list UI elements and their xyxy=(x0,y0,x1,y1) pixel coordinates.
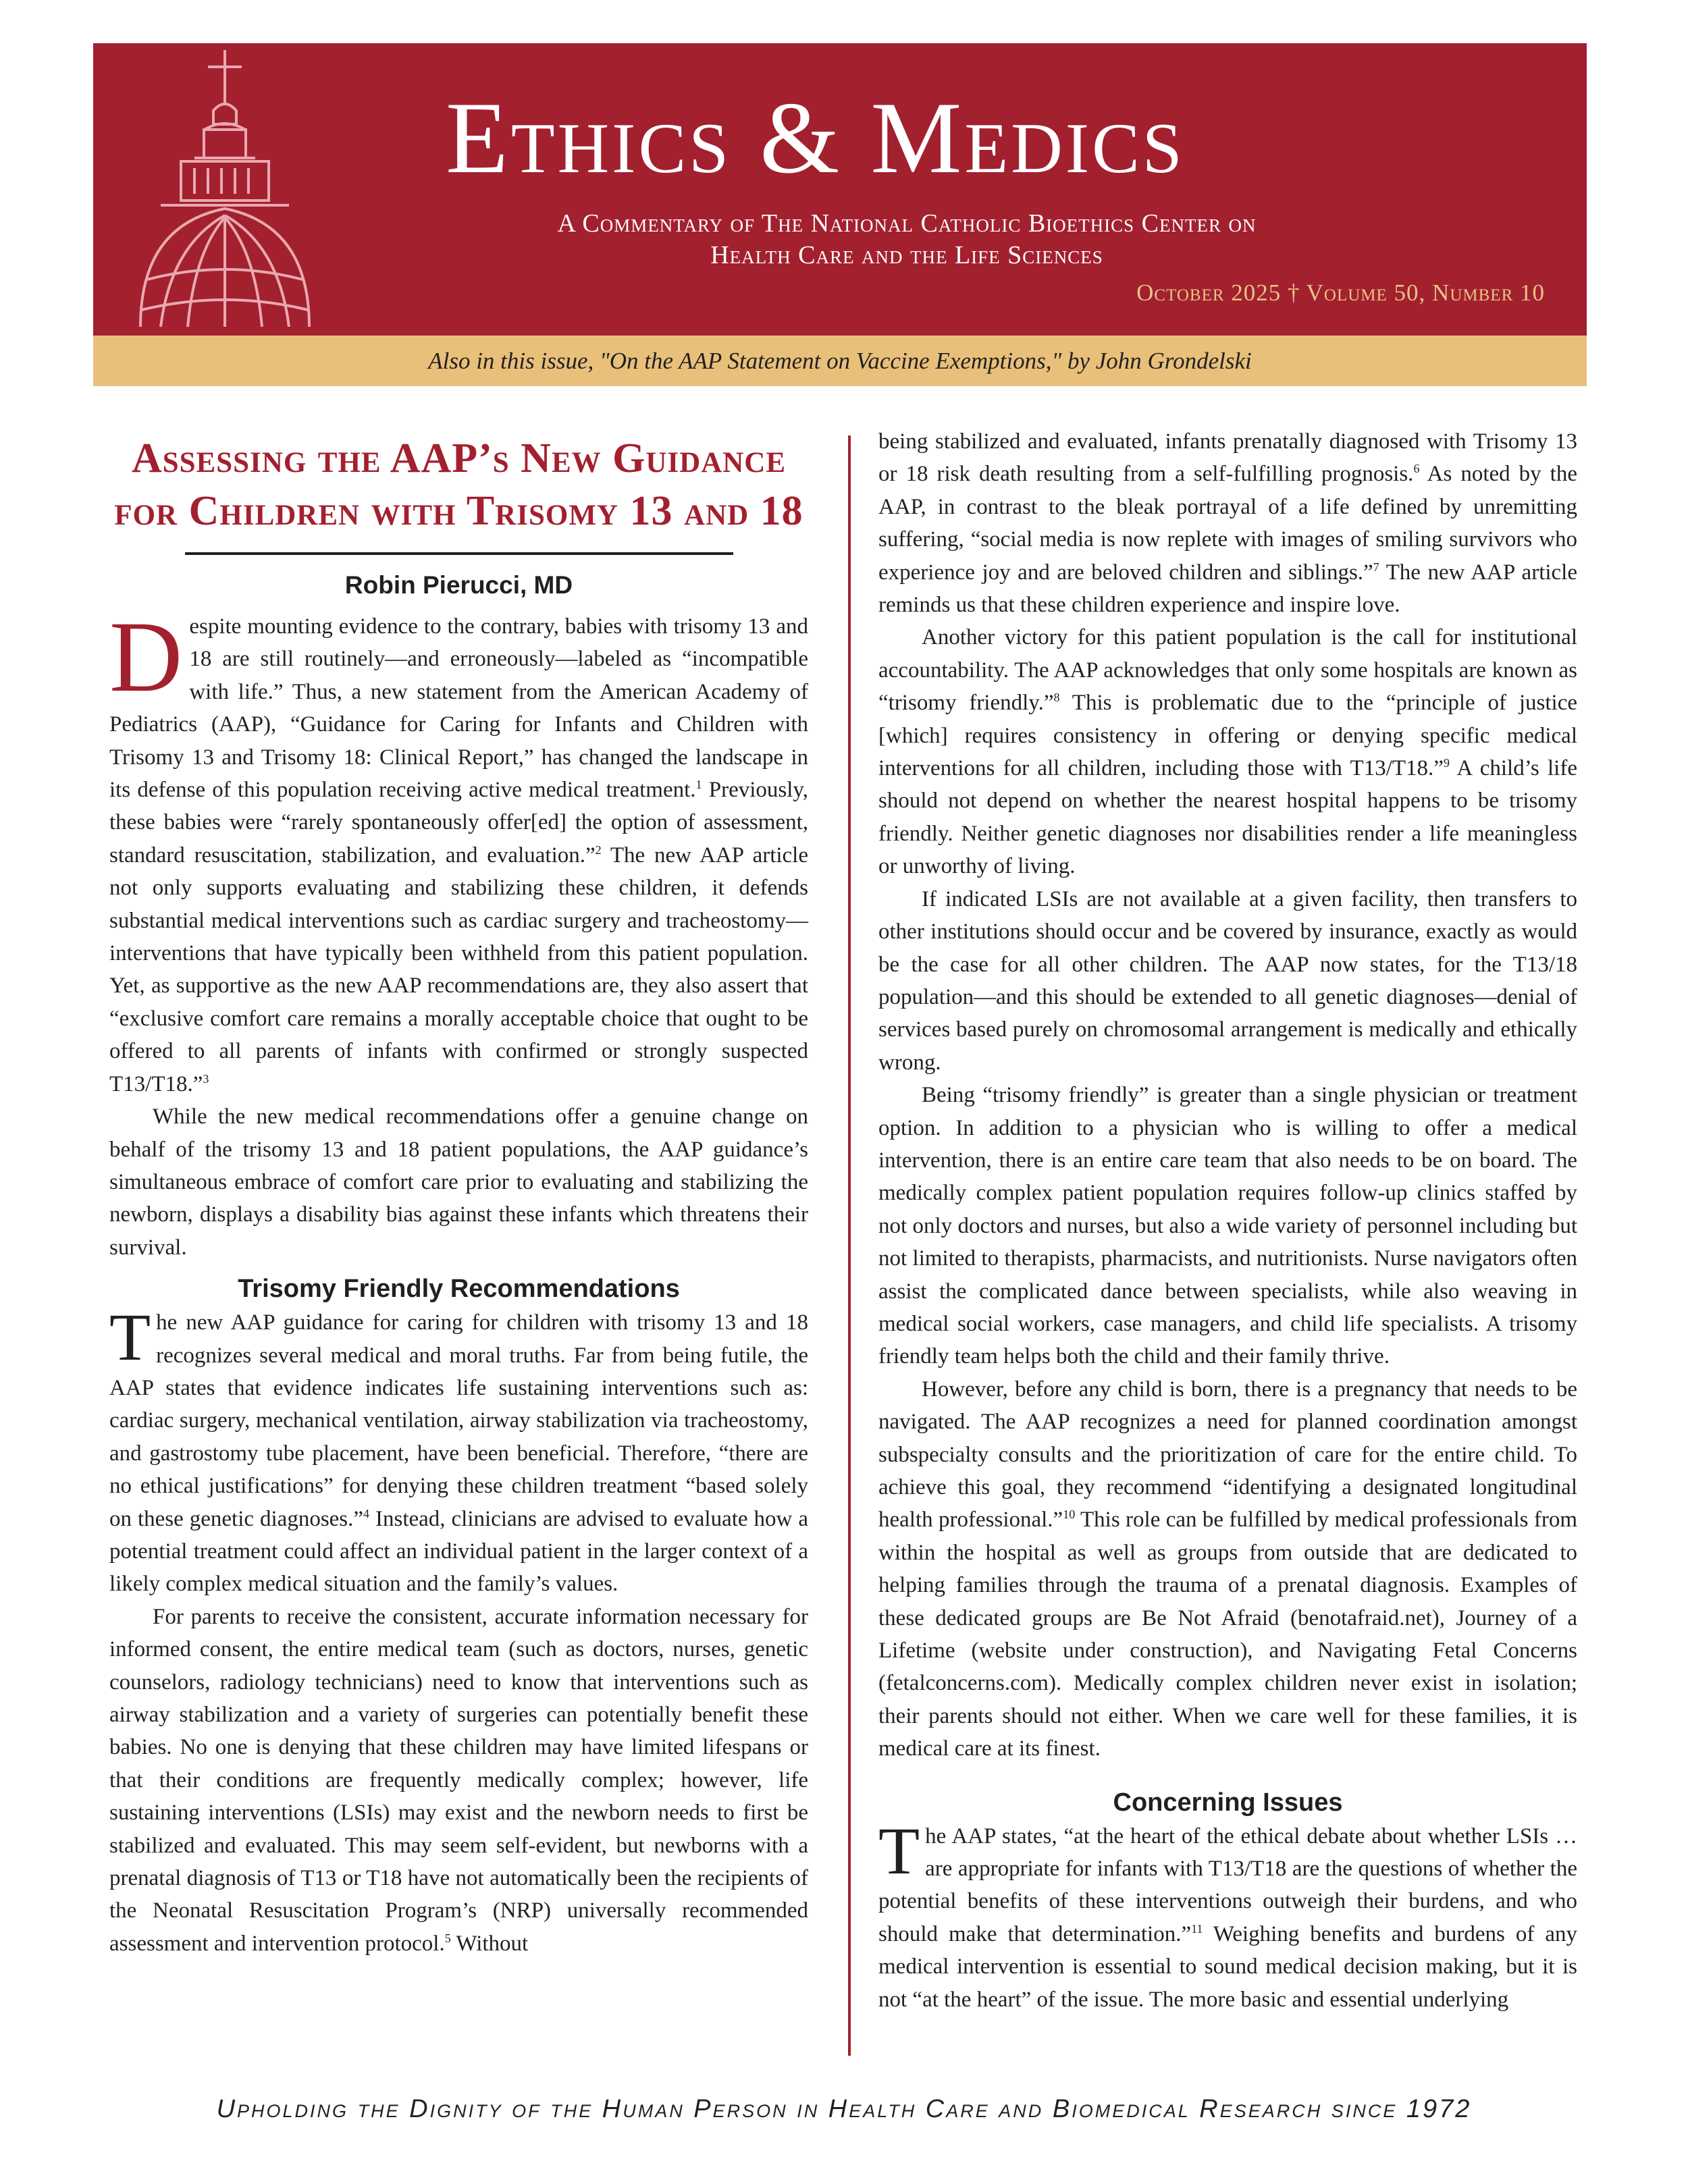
column-divider xyxy=(848,435,851,2056)
subtitle-line-1: A Commentary of The National Catholic Bioethics Center on xyxy=(557,209,1257,238)
paragraph-7: If indicated LSIs are not available at a given facility, then transfers to other institutions should occur and be covered by insurance, exactly as would be the case for all other children. The AAP now states, for the T13/18 population—and this should be extended to all genetic diagnoses—denial of services based purely on chromosomal arrangement is medically and ethically wrong. xyxy=(878,886,1577,1075)
title-rule xyxy=(185,552,733,555)
masthead xyxy=(93,43,1587,336)
article-title: Assessing the AAP’s New Guidance for Children with Trisomy 13 and 18 xyxy=(114,435,803,534)
issue-dateline: October 2025 † Volume 50, Number 10 xyxy=(1136,279,1545,306)
paragraph-8: Being “trisomy friendly” is greater than a single physician or treatment option. In addition to a physician who is willing to offer a medical intervention, there is an entire care team that also needs to be on board. The medically complex patient population requires follow-up clinics staffed by not only doctors and nurses, but also a wide variety of personnel including but not limited to therapists, pharmacists, and nutritionists. Nurse navigators often assist the complicated dance between specialists, while also weaving in medical social workers, case managers, and child life specialists. A trisomy friendly team helps both the child and their family thrive. xyxy=(878,1083,1577,1369)
paragraph-2: While the new medical recommendations offer a genuine change on behalf of the trisomy 13 and 18 patient populations, the AAP guidance’s simultaneous embrace of comfort care prior to evaluating and stabilizing the newborn, displays a disability bias against these infants which threatens their survival. xyxy=(109,1104,808,1260)
drop-cap-t: T xyxy=(109,1300,151,1375)
also-in-issue-banner: Also in this issue, "On the AAP Statement on Vaccine Exemptions," by John Grondelski xyxy=(93,336,1587,386)
paragraph-9: However, before any child is born, there is a pregnancy that needs to be navigated. The AAP recognizes a need for planned coordination amongst subspecialty consults and the prioritization of care for the entire child. To achieve this goal, they recommend “identifying a designated longitudinal health professional.”$^{10}$ This role can be fulfilled by medical professionals from within the hospital as well as groups from outside that are dedicated to helping families through the trauma of a prenatal diagnosis. Examples of these dedicated groups are Be Not Afraid (benotafraid.net), Journey of a Lifetime (website under construction), and Navigating Fetal Concerns (fetalconcerns.com). Medically complex children never exist in isolation; their parents should not either. When we care well for these families, it is medical care at its finest. xyxy=(878,1377,1577,1761)
paragraph-1: Despite mounting evidence to the contrary, babies with trisomy 13 and 18 are still routinely—and erroneously—labeled as “incompatible with life.” Thus, a new statement from the American Academy of Pediatrics (AAP), “Guidance for Caring for Infants and Children with Trisomy 13 and Trisomy 18: Clinical Report,” has changed the landscape in its defense of this population receiving active medical treatment.$^1$ Previously, these babies were “rarely spontaneously offer[ed] the option of assessment, standard resuscitation, stabilization, and evaluation.”$^2$ The new AAP article not only supports evaluating and stabilizing these children, it defends substantial medical interventions such as cardiac surgery and tracheostomy—interventions that have typically been withheld from this patient population. Yet, as supportive as the new AAP recommendations are, they also assert that “exclusive comfort care remains a morally acceptable choice that ought to be offered to all parents of infants with confirmed or strongly suspected T13/T18.”$^3$ xyxy=(109,601,808,1096)
section-heading-trisomy-friendly: Trisomy Friendly Recommendations xyxy=(238,1275,680,1304)
drop-cap-t-2: T xyxy=(878,1813,920,1888)
drop-cap-d: D xyxy=(109,601,183,713)
paragraph-5: being stabilized and evaluated, infants prenatally diagnosed with Trisomy 13 or 18 risk death resulting from a self-fulfilling prognosis.$^6$ As noted by the AAP, in contrast to the bleak portrayal of a life defined by unremitting suffering, “social media is now replete with images of smiling survivors who experience joy and are beloved children and siblings.”$^7$ The new AAP article reminds us that these children experience and inspire love. xyxy=(878,429,1577,618)
author-byline: Robin Pierucci, MD xyxy=(344,571,573,599)
section-heading-concerning-issues: Concerning Issues xyxy=(1113,1788,1343,1817)
paragraph-3: The new AAP guidance for caring for children with trisomy 13 and 18 recognizes several medical and moral truths. Far from being futile, the AAP states that evidence indicates life sustaining interventions such as: cardiac surgery, mechanical ventilation, airway stabilization via tracheostomy, and gastrostomy tube placement, have been beneficial. Therefore, “there are no ethical justifications” for denying these children treatment “based solely on these genetic diagnoses.”$^4$ Instead, clinicians are advised to evaluate how a potential treatment could affect an individual patient in the larger context of a likely complex medical situation and the family’s values. xyxy=(109,1300,808,1597)
left-column xyxy=(109,419,808,1960)
paragraph-4: For parents to receive the consistent, accurate information necessary for informed consent, the entire medical team (such as doctors, nurses, genetic counselors, radiology technicians) need to know that interventions such as airway stabilization and a variety of surgeries can potentially benefit these babies. No one is denying that these children may have limited lifespans or that their conditions are frequently medically complex; however, life sustaining interventions (LSIs) may exist and the newborn needs to first be stabilized and evaluated. This may seem self-evident, but newborns with a prenatal diagnosis of T13 or T18 have not automatically been the recipients of the Neonatal Resuscitation Program’s (NRP) universally recommended assessment and intervention protocol.$^5$ Without xyxy=(109,1604,808,1956)
paragraph-10: The AAP states, “at the heart of the ethical debate about whether LSIs … are appropriate for infants with T13/T18 are the questions of whether the potential benefits of these interventions outweigh their burdens, and who should make that determination.”$^{11}$ Weighing benefits and burdens of any medical intervention is essential to sound medical decision making, but it is not “at the heart” of the issue. The more basic and essential underlying xyxy=(878,1813,1577,2012)
subtitle-line-2: Health Care and the Life Sciences xyxy=(710,241,1103,269)
publication-subtitle xyxy=(390,208,1423,271)
footer-tagline: Upholding the Dignity of the Human Person in Health Care and Biomedical Research since 1972 xyxy=(216,2095,1472,2123)
paragraph-6: Another victory for this patient population is the call for institutional accountability. The AAP acknowledges that only some hospitals are known as “trisomy friendly.”$^8$ This is problematic due to the “principle of justice [which] requires consistency in offering or denying specific medical interventions for all children, including those with T13/T18.”$^9$ A child’s life should not depend on whether the nearest hospital happens to be trisomy friendly. Neither genetic diagnoses nor disabilities render a life meaningless or unworthy of living. xyxy=(878,625,1577,879)
right-column xyxy=(878,425,1577,2016)
dome-cross-logo-icon xyxy=(134,43,316,336)
publication-title: Ethics & Medics xyxy=(446,81,1185,194)
